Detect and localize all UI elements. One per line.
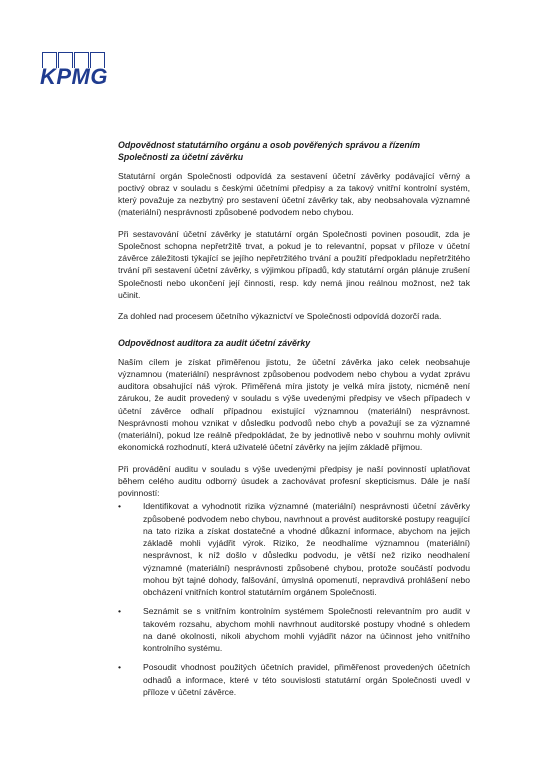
section-statutory-responsibility [118, 139, 470, 322]
paragraph: Při sestavování účetní závěrky je statutární orgán Společnosti povinen posoudit, zda je Společnost schopna nepřetržitě trvat, a pokud je to relevantní, popsat v příloze v účetní závěrce záležitosti týkající se jejího nepřetržitého trvání a použití předpokladu nepřetržitého trvání při sestavení účetní závěrky, s výjimkou případů, kdy statutární orgán plánuje zrušení Společnosti nebo ukončení její činnosti, resp. kdy nemá jinou reálnou možnost, než tak učinit. [118, 228, 470, 300]
page-content [118, 139, 470, 705]
section-auditor-responsibility [118, 337, 470, 698]
bullet-icon: • [118, 662, 122, 673]
list-item-text: Seznámit se s vnitřním kontrolním systémem Společnosti relevantním pro audit v takovém rozsahu, abychom mohli navrhnout auditorské postupy vhodné s ohledem na dané okolnosti, nikoli abychom mohli vyjádřit názor na účinnost jeho vnitřního kontrolního systému. [143, 606, 470, 654]
section-heading: Odpovědnost auditora za audit účetní závěrky [118, 338, 311, 349]
section-heading: Odpovědnost statutárního orgánu a osob pověřených správou a řízením Společnosti za účetní závěrku [118, 140, 421, 163]
bullet-icon: • [118, 501, 122, 512]
list-item-text: Identifikovat a vyhodnotit rizika významné (materiální) nesprávnosti účetní závěrky způsobené podvodem nebo chybou, navrhnout a provést auditorské postupy reagující na tato rizika a získat dostatečné a vhodné důkazní informace, abychom na jejich základě mohli vyjádřit výrok. Riziko, že neodhalíme významnou (materiální) nesprávnost, k níž došlo v důsledku podvodu, je větší než riziko neodhalení významné (materiální) nesprávnosti způsobené chybou, protože součástí podvodu mohou být tajné dohody, falšování, úmyslná opomenutí, nepravdivá prohlášení nebo obcházení vnitřních kontrol statutárním orgánem Společnosti. [143, 501, 470, 598]
paragraph: Naším cílem je získat přiměřenou jistotu, že účetní závěrka jako celek neobsahuje významnou (materiální) nesprávnost způsobenou podvodem nebo chybou a vydat zprávu auditora obsahující náš výrok. Přiměřená míra jistoty je velká míra jistoty, nicméně není zárukou, že audit provedený v souladu s výše uvedenými předpisy ve všech případech v účetní závěrce odhalí případnou existující významnou (materiální) nesprávnost. Nesprávnosti mohou vznikat v důsledku podvodů nebo chyb a považují se za významné (materiální), pokud lze reálně předpokládat, že by jednotlivě nebo v souhrnu mohly ovlivnit ekonomická rozhodnutí, která uživatelé účetní závěrky na jejím základě přijmou. [118, 356, 470, 453]
duties-list [118, 500, 470, 698]
list-item [118, 605, 470, 654]
bullet-icon: • [118, 606, 122, 617]
paragraph: Za dohled nad procesem účetního výkaznictví ve Společnosti odpovídá dozorčí rada. [118, 311, 442, 322]
logo-wordmark: KPMG [40, 64, 108, 89]
paragraph: Statutární orgán Společnosti odpovídá za sestavení účetní závěrky podávající věrný a poctivý obraz v souladu s českými účetními předpisy a za takový vnitřní kontrolní systém, který považuje za nezbytný pro sestavení účetní závěrky tak, aby neobsahovala významné (materiální) nesprávnosti způsobené podvodem nebo chybou. [118, 170, 470, 218]
list-item [118, 500, 470, 598]
list-item-text: Posoudit vhodnost použitých účetních pravidel, přiměřenost provedených účetních odhadů a informace, které v této souvislosti statutární orgán Společnosti uvedl v příloze v účetní závěrce. [143, 662, 470, 697]
kpmg-logo [40, 50, 112, 92]
list-item [118, 661, 470, 698]
paragraph: Při provádění auditu v souladu s výše uvedenými předpisy je naší povinností uplatňovat během celého auditu odborný úsudek a zachovávat profesní skepticismus. Dále je naší povinností: [118, 463, 470, 499]
